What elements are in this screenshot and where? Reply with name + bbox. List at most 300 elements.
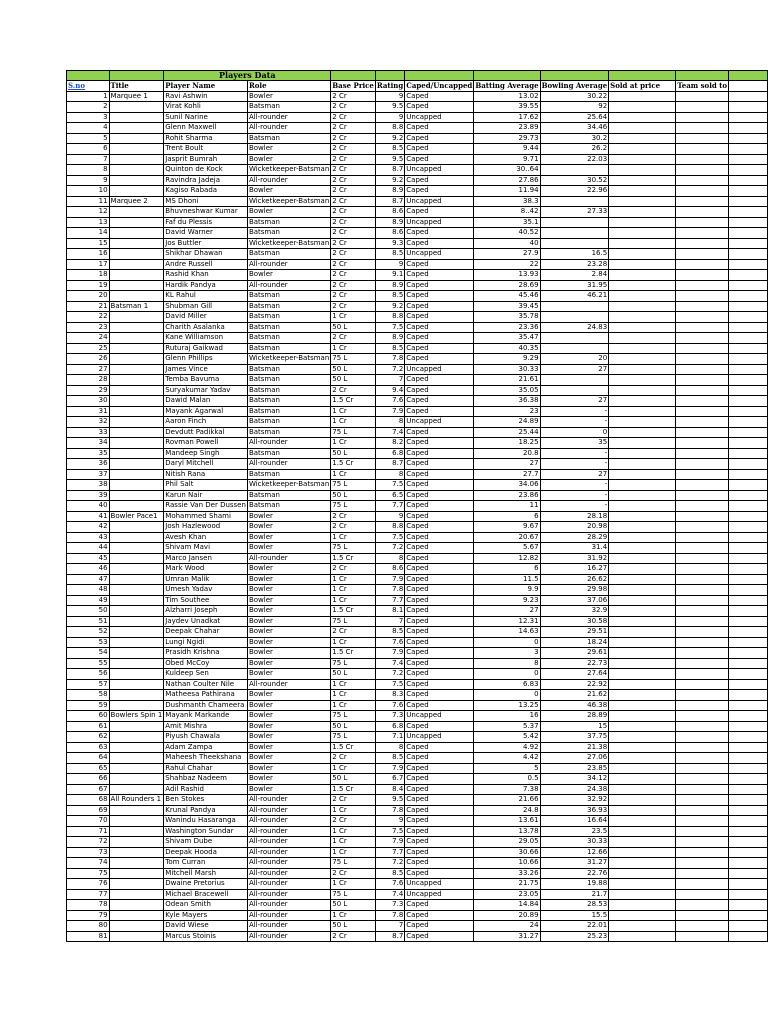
cell-bowling-average[interactable]: 15.5	[540, 910, 609, 921]
cell-player-name[interactable]: Virat Kohli	[164, 102, 248, 113]
cell-rating[interactable]: 7.8	[375, 354, 404, 365]
cell-rating[interactable]: 7.3	[375, 711, 404, 722]
cell-caped-status[interactable]: Caped	[405, 459, 474, 470]
cell-player-name[interactable]: Rahul Chahar	[164, 763, 248, 774]
cell-rating[interactable]: 8.2	[375, 438, 404, 449]
cell-sno[interactable]: 73	[67, 847, 110, 858]
cell-base-price[interactable]: 2 Cr	[331, 627, 376, 638]
cell-base-price[interactable]: 2 Cr	[331, 816, 376, 827]
cell-player-name[interactable]: Karun Nair	[164, 490, 248, 501]
cell-team-sold-to[interactable]	[676, 763, 729, 774]
cell-sno[interactable]: 3	[67, 112, 110, 123]
cell-base-price[interactable]: 1 Cr	[331, 700, 376, 711]
cell-sno[interactable]: 63	[67, 742, 110, 753]
cell-sno[interactable]: 27	[67, 364, 110, 375]
cell-base-price[interactable]: 2 Cr	[331, 175, 376, 186]
cell-base-price[interactable]: 2 Cr	[331, 270, 376, 281]
cell-bowling-average[interactable]	[540, 196, 609, 207]
cell-player-name[interactable]: Jasprit Bumrah	[164, 154, 248, 165]
cell-base-price[interactable]: 2 Cr	[331, 154, 376, 165]
cell-title[interactable]	[109, 480, 164, 491]
cell-bowling-average[interactable]	[540, 217, 609, 228]
cell-batting-average[interactable]: 27.7	[474, 469, 540, 480]
cell-empty[interactable]	[729, 343, 768, 354]
cell-base-price[interactable]: 75 L	[331, 480, 376, 491]
cell-rating[interactable]: 7.7	[375, 501, 404, 512]
cell-team-sold-to[interactable]	[676, 753, 729, 764]
cell-caped-status[interactable]: Caped	[405, 616, 474, 627]
cell-title[interactable]	[109, 616, 164, 627]
cell-sold-at-price[interactable]	[609, 826, 676, 837]
cell-base-price[interactable]: 2 Cr	[331, 112, 376, 123]
cell-sold-at-price[interactable]	[609, 532, 676, 543]
cell-batting-average[interactable]: 17.62	[474, 112, 540, 123]
cell-sno[interactable]: 59	[67, 700, 110, 711]
cell-base-price[interactable]: 1 Cr	[331, 585, 376, 596]
cell-sold-at-price[interactable]	[609, 91, 676, 102]
cell-rating[interactable]: 9	[375, 816, 404, 827]
cell-empty[interactable]	[729, 385, 768, 396]
cell-empty[interactable]	[729, 270, 768, 281]
cell-team-sold-to[interactable]	[676, 175, 729, 186]
cell-player-name[interactable]: Avesh Khan	[164, 532, 248, 543]
cell-empty[interactable]	[729, 564, 768, 575]
cell-caped-status[interactable]: Uncapped	[405, 112, 474, 123]
cell-team-sold-to[interactable]	[676, 868, 729, 879]
cell-role[interactable]: All-rounder	[247, 921, 330, 932]
cell-batting-average[interactable]: 23.36	[474, 322, 540, 333]
cell-base-price[interactable]: 2 Cr	[331, 280, 376, 291]
cell-empty[interactable]	[729, 511, 768, 522]
cell-team-sold-to[interactable]	[676, 826, 729, 837]
cell-base-price[interactable]: 75 L	[331, 354, 376, 365]
cell-player-name[interactable]: KL Rahul	[164, 291, 248, 302]
cell-rating[interactable]: 7.6	[375, 637, 404, 648]
cell-caped-status[interactable]: Caped	[405, 837, 474, 848]
cell-rating[interactable]: 7.5	[375, 532, 404, 543]
cell-caped-status[interactable]: Caped	[405, 595, 474, 606]
cell-team-sold-to[interactable]	[676, 448, 729, 459]
cell-caped-status[interactable]: Caped	[405, 690, 474, 701]
cell-sold-at-price[interactable]	[609, 322, 676, 333]
cell-caped-status[interactable]: Caped	[405, 133, 474, 144]
cell-bowling-average[interactable]: 23.5	[540, 826, 609, 837]
cell-team-sold-to[interactable]	[676, 112, 729, 123]
cell-empty[interactable]	[729, 532, 768, 543]
cell-base-price[interactable]: 1 Cr	[331, 438, 376, 449]
cell-bowling-average[interactable]	[540, 228, 609, 239]
cell-caped-status[interactable]: Caped	[405, 427, 474, 438]
cell-title[interactable]	[109, 238, 164, 249]
cell-role[interactable]: Batsman	[247, 469, 330, 480]
cell-player-name[interactable]: Kagiso Rabada	[164, 186, 248, 197]
cell-caped-status[interactable]: Caped	[405, 900, 474, 911]
cell-rating[interactable]: 8.5	[375, 753, 404, 764]
cell-team-sold-to[interactable]	[676, 858, 729, 869]
cell-bowling-average[interactable]: 28.53	[540, 900, 609, 911]
cell-sno[interactable]: 75	[67, 868, 110, 879]
cell-sno[interactable]: 13	[67, 217, 110, 228]
cell-sno[interactable]: 11	[67, 196, 110, 207]
cell-base-price[interactable]: 1.5 Cr	[331, 606, 376, 617]
cell-batting-average[interactable]: 27.9	[474, 249, 540, 260]
cell-batting-average[interactable]: 13.93	[474, 270, 540, 281]
cell-title[interactable]	[109, 648, 164, 659]
cell-bowling-average[interactable]: 25.64	[540, 112, 609, 123]
cell-base-price[interactable]: 75 L	[331, 711, 376, 722]
cell-sno[interactable]: 45	[67, 553, 110, 564]
cell-sold-at-price[interactable]	[609, 900, 676, 911]
cell-base-price[interactable]: 2 Cr	[331, 333, 376, 344]
cell-role[interactable]: Bowler	[247, 669, 330, 680]
cell-sno[interactable]: 38	[67, 480, 110, 491]
cell-batting-average[interactable]: 21.66	[474, 795, 540, 806]
cell-title[interactable]	[109, 837, 164, 848]
cell-rating[interactable]: 7.4	[375, 427, 404, 438]
cell-bowling-average[interactable]: 19.88	[540, 879, 609, 890]
cell-title[interactable]	[109, 826, 164, 837]
cell-team-sold-to[interactable]	[676, 711, 729, 722]
cell-batting-average[interactable]: 29.05	[474, 837, 540, 848]
cell-sno[interactable]: 24	[67, 333, 110, 344]
cell-caped-status[interactable]: Caped	[405, 280, 474, 291]
cell-team-sold-to[interactable]	[676, 459, 729, 470]
cell-team-sold-to[interactable]	[676, 879, 729, 890]
cell-sno[interactable]: 81	[67, 931, 110, 942]
cell-player-name[interactable]: Shivam Dube	[164, 837, 248, 848]
cell-role[interactable]: Batsman	[247, 364, 330, 375]
cell-role[interactable]: Batsman	[247, 322, 330, 333]
cell-sold-at-price[interactable]	[609, 753, 676, 764]
cell-caped-status[interactable]: Uncapped	[405, 217, 474, 228]
cell-sold-at-price[interactable]	[609, 406, 676, 417]
cell-batting-average[interactable]: 5.67	[474, 543, 540, 554]
cell-base-price[interactable]: 50 L	[331, 448, 376, 459]
cell-base-price[interactable]: 1 Cr	[331, 690, 376, 701]
cell-sold-at-price[interactable]	[609, 742, 676, 753]
cell-sno[interactable]: 12	[67, 207, 110, 218]
cell-empty[interactable]	[729, 847, 768, 858]
cell-sold-at-price[interactable]	[609, 396, 676, 407]
cell-base-price[interactable]: 50 L	[331, 721, 376, 732]
cell-base-price[interactable]: 2 Cr	[331, 795, 376, 806]
cell-role[interactable]: Bowler	[247, 616, 330, 627]
cell-empty[interactable]	[729, 207, 768, 218]
cell-sno[interactable]: 6	[67, 144, 110, 155]
cell-empty[interactable]	[729, 826, 768, 837]
cell-empty[interactable]	[729, 879, 768, 890]
cell-sold-at-price[interactable]	[609, 385, 676, 396]
cell-rating[interactable]: 9.1	[375, 270, 404, 281]
cell-role[interactable]: Batsman	[247, 406, 330, 417]
cell-empty[interactable]	[729, 763, 768, 774]
cell-empty[interactable]	[729, 333, 768, 344]
cell-base-price[interactable]: 1 Cr	[331, 532, 376, 543]
cell-base-price[interactable]: 1.5 Cr	[331, 742, 376, 753]
cell-bowling-average[interactable]: 37.75	[540, 732, 609, 743]
cell-base-price[interactable]: 2 Cr	[331, 123, 376, 134]
cell-sold-at-price[interactable]	[609, 469, 676, 480]
cell-sold-at-price[interactable]	[609, 448, 676, 459]
cell-team-sold-to[interactable]	[676, 700, 729, 711]
cell-role[interactable]: Bowler	[247, 186, 330, 197]
cell-title[interactable]	[109, 637, 164, 648]
cell-batting-average[interactable]: 0.5	[474, 774, 540, 785]
cell-rating[interactable]: 8.1	[375, 606, 404, 617]
cell-caped-status[interactable]: Caped	[405, 238, 474, 249]
cell-sno[interactable]: 40	[67, 501, 110, 512]
cell-player-name[interactable]: Lungi Ngidi	[164, 637, 248, 648]
cell-title[interactable]	[109, 690, 164, 701]
cell-batting-average[interactable]: 4.92	[474, 742, 540, 753]
cell-empty[interactable]	[729, 889, 768, 900]
cell-team-sold-to[interactable]	[676, 123, 729, 134]
cell-empty[interactable]	[729, 154, 768, 165]
cell-bowling-average[interactable]: 27.33	[540, 207, 609, 218]
cell-sno[interactable]: 44	[67, 543, 110, 554]
cell-player-name[interactable]: Devdutt Padikkal	[164, 427, 248, 438]
cell-sold-at-price[interactable]	[609, 301, 676, 312]
cell-batting-average[interactable]: 12.82	[474, 553, 540, 564]
cell-title[interactable]	[109, 417, 164, 428]
cell-title[interactable]	[109, 354, 164, 365]
cell-title[interactable]	[109, 606, 164, 617]
cell-team-sold-to[interactable]	[676, 196, 729, 207]
cell-sold-at-price[interactable]	[609, 501, 676, 512]
cell-title[interactable]	[109, 700, 164, 711]
cell-player-name[interactable]: Matheesa Pathirana	[164, 690, 248, 701]
cell-sno[interactable]: 52	[67, 627, 110, 638]
cell-role[interactable]: Wicketkeeper-Batsman	[248, 165, 330, 174]
cell-caped-status[interactable]: Caped	[405, 123, 474, 134]
cell-rating[interactable]: 6.5	[375, 490, 404, 501]
cell-empty[interactable]	[729, 553, 768, 564]
cell-role[interactable]: Bowler	[247, 574, 330, 585]
cell-role[interactable]: Batsman	[247, 385, 330, 396]
cell-caped-status[interactable]: Uncapped	[405, 732, 474, 743]
cell-sold-at-price[interactable]	[609, 333, 676, 344]
cell-bowling-average[interactable]: 16.5	[540, 249, 609, 260]
cell-empty[interactable]	[729, 595, 768, 606]
cell-player-name[interactable]: Marco Jansen	[164, 553, 248, 564]
cell-team-sold-to[interactable]	[676, 133, 729, 144]
cell-base-price[interactable]: 2 Cr	[331, 186, 376, 197]
cell-sold-at-price[interactable]	[609, 858, 676, 869]
cell-rating[interactable]: 8.9	[375, 186, 404, 197]
cell-team-sold-to[interactable]	[676, 469, 729, 480]
cell-sold-at-price[interactable]	[609, 784, 676, 795]
cell-rating[interactable]: 7.9	[375, 406, 404, 417]
cell-role[interactable]: Batsman	[247, 133, 330, 144]
cell-base-price[interactable]: 2 Cr	[331, 228, 376, 239]
cell-bowling-average[interactable]: 22.92	[540, 679, 609, 690]
cell-rating[interactable]: 7.6	[375, 700, 404, 711]
cell-empty[interactable]	[729, 312, 768, 323]
cell-player-name[interactable]: Kuldeep Sen	[164, 669, 248, 680]
cell-player-name[interactable]: Alzharri Joseph	[164, 606, 248, 617]
cell-team-sold-to[interactable]	[676, 784, 729, 795]
cell-role[interactable]: Batsman	[247, 427, 330, 438]
cell-bowling-average[interactable]: 27	[540, 396, 609, 407]
cell-bowling-average[interactable]: 24.38	[540, 784, 609, 795]
cell-base-price[interactable]: 2 Cr	[331, 207, 376, 218]
cell-rating[interactable]: 7.8	[375, 910, 404, 921]
cell-team-sold-to[interactable]	[676, 742, 729, 753]
cell-base-price[interactable]: 1 Cr	[331, 637, 376, 648]
cell-sno[interactable]: 34	[67, 438, 110, 449]
cell-bowling-average[interactable]	[540, 165, 609, 176]
cell-title[interactable]	[109, 805, 164, 816]
cell-caped-status[interactable]: Caped	[405, 627, 474, 638]
cell-base-price[interactable]: 50 L	[331, 900, 376, 911]
cell-player-name[interactable]: Glenn Maxwell	[164, 123, 248, 134]
cell-rating[interactable]: 7.9	[375, 574, 404, 585]
cell-batting-average[interactable]: 9.9	[474, 585, 540, 596]
cell-rating[interactable]: 6.8	[375, 721, 404, 732]
cell-team-sold-to[interactable]	[676, 385, 729, 396]
cell-role[interactable]: Bowler	[247, 154, 330, 165]
cell-bowling-average[interactable]: 22.01	[540, 921, 609, 932]
cell-bowling-average[interactable]: 20.98	[540, 522, 609, 533]
cell-rating[interactable]: 7.5	[375, 826, 404, 837]
cell-team-sold-to[interactable]	[676, 228, 729, 239]
cell-caped-status[interactable]: Caped	[405, 784, 474, 795]
cell-sold-at-price[interactable]	[609, 543, 676, 554]
cell-empty[interactable]	[729, 837, 768, 848]
cell-role[interactable]: Bowler	[247, 585, 330, 596]
cell-team-sold-to[interactable]	[676, 249, 729, 260]
cell-caped-status[interactable]: Caped	[405, 354, 474, 365]
cell-bowling-average[interactable]	[540, 312, 609, 323]
cell-caped-status[interactable]: Uncapped	[405, 364, 474, 375]
cell-caped-status[interactable]: Caped	[405, 375, 474, 386]
cell-bowling-average[interactable]: 22.76	[540, 868, 609, 879]
cell-player-name[interactable]: Charith Asalanka	[164, 322, 248, 333]
cell-base-price[interactable]: 1 Cr	[331, 847, 376, 858]
cell-base-price[interactable]: 50 L	[331, 669, 376, 680]
cell-bowling-average[interactable]: 21.7	[540, 889, 609, 900]
cell-title[interactable]	[109, 165, 164, 176]
cell-team-sold-to[interactable]	[676, 889, 729, 900]
cell-sno[interactable]: 25	[67, 343, 110, 354]
cell-batting-average[interactable]: 45.46	[474, 291, 540, 302]
cell-sold-at-price[interactable]	[609, 868, 676, 879]
cell-empty[interactable]	[729, 627, 768, 638]
cell-caped-status[interactable]: Caped	[405, 91, 474, 102]
cell-bowling-average[interactable]: 16.27	[540, 564, 609, 575]
cell-empty[interactable]	[729, 291, 768, 302]
cell-bowling-average[interactable]: 0	[540, 427, 609, 438]
cell-sold-at-price[interactable]	[609, 228, 676, 239]
cell-team-sold-to[interactable]	[676, 679, 729, 690]
cell-empty[interactable]	[729, 816, 768, 827]
cell-batting-average[interactable]: 9.44	[474, 144, 540, 155]
cell-batting-average[interactable]: 21.75	[474, 879, 540, 890]
cell-team-sold-to[interactable]	[676, 637, 729, 648]
cell-bowling-average[interactable]: 16.64	[540, 816, 609, 827]
cell-batting-average[interactable]: 9.71	[474, 154, 540, 165]
cell-batting-average[interactable]: 30.33	[474, 364, 540, 375]
cell-empty[interactable]	[729, 522, 768, 533]
cell-sno[interactable]: 54	[67, 648, 110, 659]
cell-rating[interactable]: 7.3	[375, 900, 404, 911]
cell-base-price[interactable]: 2 Cr	[331, 249, 376, 260]
cell-title[interactable]	[109, 438, 164, 449]
cell-caped-status[interactable]: Caped	[405, 469, 474, 480]
cell-sold-at-price[interactable]	[609, 837, 676, 848]
cell-title[interactable]	[109, 249, 164, 260]
cell-bowling-average[interactable]	[540, 385, 609, 396]
cell-team-sold-to[interactable]	[676, 333, 729, 344]
cell-caped-status[interactable]: Uncapped	[405, 879, 474, 890]
cell-bowling-average[interactable]: 25.23	[540, 931, 609, 942]
cell-empty[interactable]	[729, 753, 768, 764]
cell-bowling-average[interactable]: 34.46	[540, 123, 609, 134]
cell-role[interactable]: Bowler	[247, 532, 330, 543]
cell-player-name[interactable]: Hardik Pandya	[164, 280, 248, 291]
cell-sno[interactable]: 36	[67, 459, 110, 470]
cell-sold-at-price[interactable]	[609, 280, 676, 291]
cell-caped-status[interactable]: Caped	[405, 511, 474, 522]
cell-role[interactable]: All-rounder	[247, 679, 330, 690]
cell-rating[interactable]: 7.9	[375, 648, 404, 659]
cell-empty[interactable]	[729, 658, 768, 669]
cell-bowling-average[interactable]: 37.06	[540, 595, 609, 606]
cell-sno[interactable]: 1	[67, 91, 110, 102]
cell-empty[interactable]	[729, 711, 768, 722]
cell-player-name[interactable]: Kyle Mayers	[164, 910, 248, 921]
cell-role[interactable]: Bowler	[247, 753, 330, 764]
cell-title[interactable]	[109, 847, 164, 858]
cell-sno[interactable]: 57	[67, 679, 110, 690]
cell-sold-at-price[interactable]	[609, 522, 676, 533]
cell-title[interactable]	[109, 270, 164, 281]
cell-sold-at-price[interactable]	[609, 364, 676, 375]
cell-rating[interactable]: 7.1	[375, 732, 404, 743]
cell-player-name[interactable]: Amit Mishra	[164, 721, 248, 732]
cell-sold-at-price[interactable]	[609, 700, 676, 711]
cell-batting-average[interactable]: 10.66	[474, 858, 540, 869]
cell-team-sold-to[interactable]	[676, 207, 729, 218]
cell-batting-average[interactable]: 0	[474, 669, 540, 680]
cell-player-name[interactable]: MS Dhoni	[164, 196, 248, 207]
cell-bowling-average[interactable]: 31.92	[540, 553, 609, 564]
cell-role[interactable]: Bowler	[247, 700, 330, 711]
cell-sold-at-price[interactable]	[609, 375, 676, 386]
cell-caped-status[interactable]: Caped	[405, 532, 474, 543]
cell-base-price[interactable]: 75 L	[331, 858, 376, 869]
cell-bowling-average[interactable]: 20	[540, 354, 609, 365]
cell-role[interactable]: Wicketkeeper-Batsman	[248, 354, 330, 363]
cell-caped-status[interactable]: Caped	[405, 826, 474, 837]
cell-sold-at-price[interactable]	[609, 669, 676, 680]
cell-team-sold-to[interactable]	[676, 312, 729, 323]
cell-title[interactable]	[109, 732, 164, 743]
cell-role[interactable]: All-rounder	[247, 931, 330, 942]
cell-batting-average[interactable]: 13.02	[474, 91, 540, 102]
cell-rating[interactable]: 7.2	[375, 364, 404, 375]
cell-role[interactable]: All-rounder	[247, 123, 330, 134]
cell-title[interactable]	[109, 900, 164, 911]
cell-team-sold-to[interactable]	[676, 301, 729, 312]
cell-batting-average[interactable]: 40.52	[474, 228, 540, 239]
cell-empty[interactable]	[729, 133, 768, 144]
cell-player-name[interactable]: Deepak Hooda	[164, 847, 248, 858]
cell-sno[interactable]: 76	[67, 879, 110, 890]
cell-player-name[interactable]: Maheesh Theekshana	[164, 753, 248, 764]
cell-title[interactable]	[109, 721, 164, 732]
cell-title[interactable]	[109, 123, 164, 134]
